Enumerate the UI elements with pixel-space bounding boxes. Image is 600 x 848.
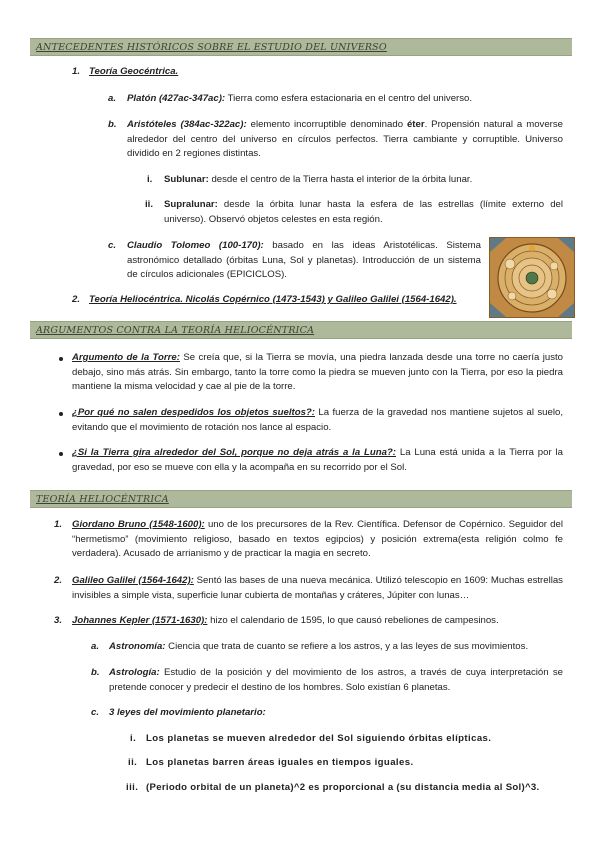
aristoteles-text-1: elemento incorruptible denominado	[246, 119, 407, 130]
bullet-icon	[59, 412, 63, 416]
kepler-text: hizo el calendario de 1595, lo que causó rebeliones de campesinos.	[207, 615, 499, 626]
kepler-entry	[72, 614, 499, 629]
section-header-antecedentes: ANTECEDENTES HISTÓRICOS SOBRE EL ESTUDIO DEL UNIVERSO	[30, 38, 572, 56]
section-header-argumentos: ARGUMENTOS CONTRA LA TEORÍA HELIOCÉNTRICA	[30, 321, 572, 339]
geo-title: Teoría Geocéntrica.	[89, 66, 179, 77]
roman-numeral: ii.	[128, 757, 138, 768]
supralunar-entry	[164, 198, 563, 227]
kepler-name: Johannes Kepler (1571-1630):	[72, 615, 208, 626]
helio-title: Teoría Heliocéntrica. Nicolás Copérnico (1473-1543) y Galileo Galilei (1564-1642).	[89, 294, 457, 305]
argument-text: La Luna está unida a la Tierra por la gravedad, por eso se mueve con ella y la acompaña en su recorrido por el Sol.	[72, 447, 563, 473]
list-number: 1.	[72, 66, 81, 77]
supralunar-name: Supralunar:	[164, 199, 218, 210]
argument-torre	[72, 351, 563, 395]
argument-title: Argumento de la Torre:	[72, 352, 180, 363]
astrologia-text: Estudio de la posición y del movimiento de los astros, a través de cuya interpretación se pretende conocer y predecir el destino de los hombres. Solo existían 6 planetas.	[109, 667, 563, 693]
galileo-text: Sentó las bases de una nueva mecánica. Utilizó telescopio en 1609: Muchas estrellas invisibles a simple vista, superficie lunar cubierta de montañas y cráteres, Júpiter con lunas…	[72, 575, 563, 601]
astrologia-entry	[109, 666, 563, 695]
section-header-teoria-heliocentrica: TEORÍA HELIOCÉNTRICA	[30, 490, 572, 508]
roman-numeral: ii.	[145, 199, 153, 210]
list-number: 1.	[54, 519, 63, 530]
kepler-law-1: Los planetas se mueven alrededor del Sol siguiendo órbitas elípticas.	[146, 733, 492, 744]
bruno-entry	[72, 518, 563, 562]
aristoteles-entry	[127, 118, 563, 162]
aristoteles-name: Aristóteles (384ac-322ac):	[127, 119, 247, 130]
aristoteles-text-2: . Propensión natural a moverse alrededor del centro del universo en círculos perfectos. Tierra cambiante y corruptible. Universo dividido en 2 regiones distintas.	[127, 119, 563, 160]
astronomia-entry	[109, 640, 528, 655]
argument-luna	[72, 446, 563, 475]
list-letter: c.	[108, 240, 117, 251]
argument-objetos-sueltos	[72, 406, 563, 435]
roman-numeral: iii.	[126, 782, 139, 793]
list-number: 2.	[72, 294, 81, 305]
argument-title: ¿Si la Tierra gira alrededor del Sol, porque no deja atrás a la Luna?:	[72, 447, 396, 458]
sublunar-text: desde el centro de la Tierra hasta el interior de la órbita lunar.	[208, 174, 473, 185]
argument-text: La fuerza de la gravedad nos mantiene sujetos al suelo, evitando que el movimiento de rotación nos lance al espacio.	[72, 407, 563, 433]
platon-name: Platón (427ac-347ac):	[127, 93, 226, 104]
sublunar-entry	[164, 173, 472, 188]
list-number: 3.	[54, 615, 63, 626]
kepler-law-3: (Periodo orbital de un planeta)^2 es proporcional a (su distancia media al Sol)^3.	[146, 782, 540, 793]
celestial-chart-icon	[490, 238, 574, 317]
roman-numeral: i.	[147, 174, 153, 185]
bruno-name: Giordano Bruno (1548-1600):	[72, 519, 205, 530]
list-letter: a.	[108, 93, 117, 104]
tolomeo-text: basado en las ideas Aristotélicas. Sistema astronómico detallado (órbitas Luna, Sol y planetas). Introducción de un sistema de círculos adicionales (EPICICLOS).	[127, 240, 481, 281]
kepler-law-2: Los planetas barren áreas iguales en tiempos iguales.	[146, 757, 414, 768]
supralunar-text: desde la órbita lunar hasta la esfera de las estrellas (límite externo del universo). Observó objetos celestes en esta región.	[164, 199, 563, 225]
list-number: 2.	[54, 575, 63, 586]
list-letter: b.	[108, 119, 117, 130]
ptolemaic-system-image	[489, 237, 575, 318]
sublunar-name: Sublunar:	[164, 174, 209, 185]
bullet-icon	[59, 452, 63, 456]
argument-text: Se creía que, si la Tierra se movía, una piedra lanzada desde una torre no caería justo debajo, sino más atrás. Sin embargo, tanto la torre como la piedra se mueven junto con la Tierra, por eso la piedra mantiene la misma velocidad y cae al pie de la torre.	[72, 352, 563, 393]
argument-title: ¿Por qué no salen despedidos los objetos sueltos?:	[72, 407, 315, 418]
platon-entry	[127, 92, 472, 107]
bruno-text: uno de los precursores de la Rev. Científica. Defensor de Copérnico. Seguidor del “hermetismo” (movimiento religioso, basado en textos egipcios) y posición extrema(esta religión colmo fe verdadera). Acusado de arrianismo y de practicar la magia en secreto.	[72, 519, 563, 560]
astronomia-name: Astronomía:	[109, 641, 166, 652]
galileo-name: Galileo Galilei (1564-1642):	[72, 575, 194, 586]
astrologia-name: Astrología:	[109, 667, 160, 678]
roman-numeral: i.	[130, 733, 137, 744]
astronomia-text: Ciencia que trata de cuanto se refiere a los astros, y a las leyes de sus movimientos.	[165, 641, 529, 652]
leyes-title: 3 leyes del movimiento planetario:	[109, 707, 266, 718]
galileo-entry	[72, 574, 563, 603]
eter-term: éter	[406, 119, 425, 130]
list-letter: a.	[91, 641, 100, 652]
list-letter: c.	[91, 707, 100, 718]
tolomeo-entry	[127, 239, 481, 283]
platon-text: Tierra como esfera estacionaria en el centro del universo.	[225, 93, 473, 104]
tolomeo-name: Claudio Tolomeo (100-170):	[127, 240, 264, 251]
bullet-icon	[59, 357, 63, 361]
list-letter: b.	[91, 667, 100, 678]
